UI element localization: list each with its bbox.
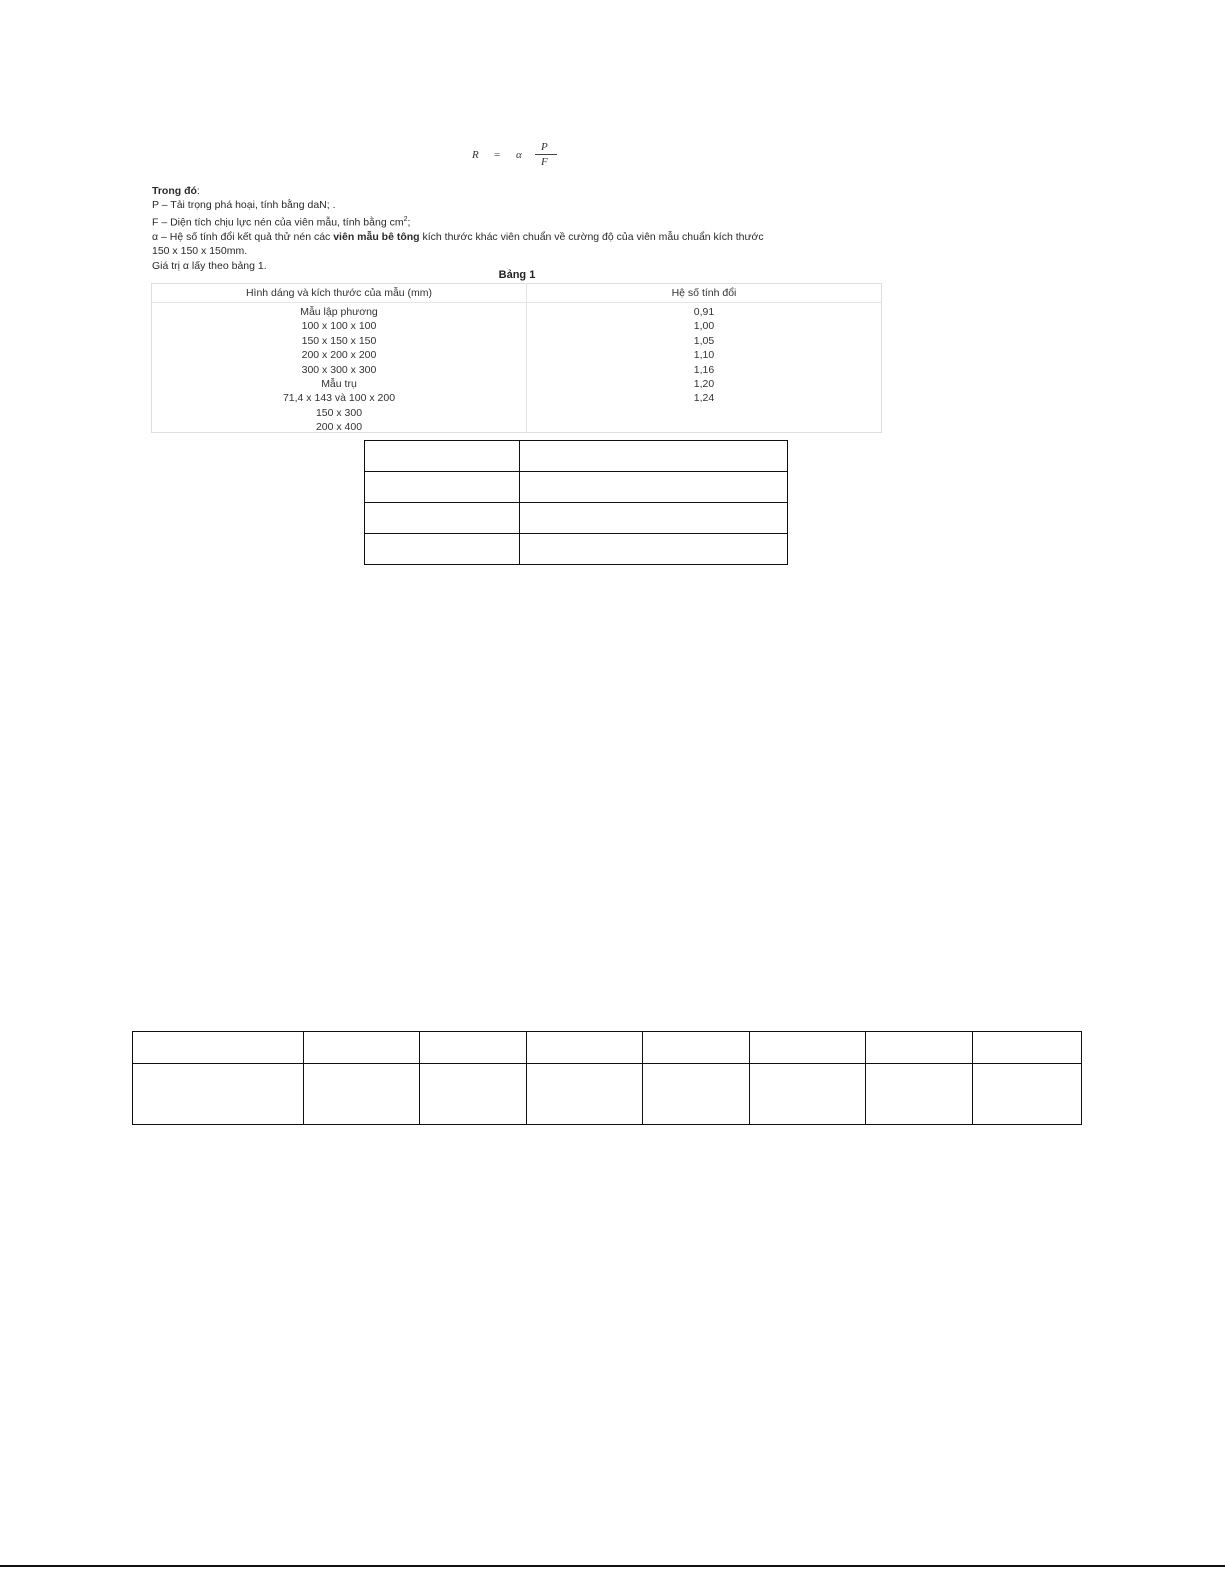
table1-coefficient-column [527,305,881,406]
formula-numerator: P [541,141,548,153]
table1-shape-cell: 200 x 400 [315,421,363,434]
table-cell [866,1064,973,1125]
f-definition-text: F – Diện tích chịu lực nén của viên mẫu, tính bằng cm [152,216,404,229]
table1-coefficient-cell: 1,24 [693,392,715,405]
table-cell [527,1032,643,1064]
table1-coefficient-cell: 1,10 [693,349,715,362]
table1-shape-cell: 150 x 300 [315,406,363,419]
table1-coefficient-cell: 0,91 [693,306,715,318]
table1-caption: Bảng 1 [498,269,536,281]
formula-denominator: F [541,156,548,168]
alpha-definition-continued: 150 x 150 x 150mm. [152,245,248,258]
table-cell [520,441,788,472]
formula-equals: = [494,149,501,161]
table1-shape-column [152,305,526,435]
table-cell [304,1064,420,1125]
table-cell [520,503,788,534]
table-cell [750,1064,866,1125]
table1 [151,283,882,433]
f-definition-superscript: 2 [403,215,408,223]
table-cell [520,472,788,503]
table1-shape-cell: 100 x 100 x 100 [301,320,377,333]
table1-header-shape: Hình dáng và kích thước của mẫu (mm) [245,287,433,299]
table1-coefficient-cell: 1,20 [693,378,715,391]
f-definition-end: ; [407,216,411,229]
table-cell [643,1064,750,1125]
empty-table-wide [132,1031,1082,1125]
table-cell [365,534,520,565]
table1-coefficient-cell: 1,16 [693,363,715,376]
table-cell [420,1032,527,1064]
table-row [365,472,788,503]
table-cell [133,1032,304,1064]
table-cell [133,1064,304,1125]
definitions-block [152,184,892,273]
table-cell [520,534,788,565]
formula-lhs: R [472,149,479,161]
table1-shape-cell: 71,4 x 143 và 100 x 200 [282,392,396,405]
concrete-sample-link-text: viên mẫu bê tông [333,230,420,243]
table-cell [750,1032,866,1064]
f-definition [152,213,892,230]
table-cell [973,1064,1082,1125]
strength-formula [470,138,570,172]
table-cell [420,1064,527,1125]
table1-shape-cell: 300 x 300 x 300 [301,363,377,376]
table1-shape-cell: Mẫu trụ [321,378,357,391]
table-cell [973,1032,1082,1064]
definitions-heading-colon: : [196,185,200,197]
table-row [365,503,788,534]
page-bottom-rule [0,1565,1225,1567]
fraction-bar [535,154,557,155]
empty-table-small [364,440,788,565]
table-cell [866,1032,973,1064]
table1-header-coefficient: Hệ số tính đổi [671,287,737,299]
definitions-heading: Trong đó [152,185,197,197]
table-cell [365,441,520,472]
table1-shape-cell: Mẫu lập phương [300,306,378,318]
table-row [133,1064,1082,1125]
table1-coefficient-cell: 1,00 [693,320,715,333]
table1-shape-cell: 150 x 150 x 150 [301,334,377,347]
table-cell [365,472,520,503]
table-row [365,441,788,472]
definitions-heading-line [152,184,892,198]
alpha-definition [152,230,892,244]
table-cell [527,1064,643,1125]
table1-shape-cell: 200 x 200 x 200 [301,349,377,362]
alpha-definition-start: α – Hệ số tính đổi kết quả thử nén các [152,230,334,243]
table-row [365,534,788,565]
table1-coefficient-cell: 1,05 [693,334,715,347]
alpha-definition-rest: kích thước khác viên chuẩn về cường độ của viên mẫu chuẩn kích thước [419,230,764,243]
formula-coefficient: α [516,149,522,161]
table-row [133,1032,1082,1064]
table-cell [304,1032,420,1064]
p-definition: P – Tải trọng phá hoại, tính bằng daN; . [152,199,336,212]
table-cell [643,1032,750,1064]
value-note: Giá trị α lấy theo bảng 1. [152,259,267,272]
table-cell [365,503,520,534]
